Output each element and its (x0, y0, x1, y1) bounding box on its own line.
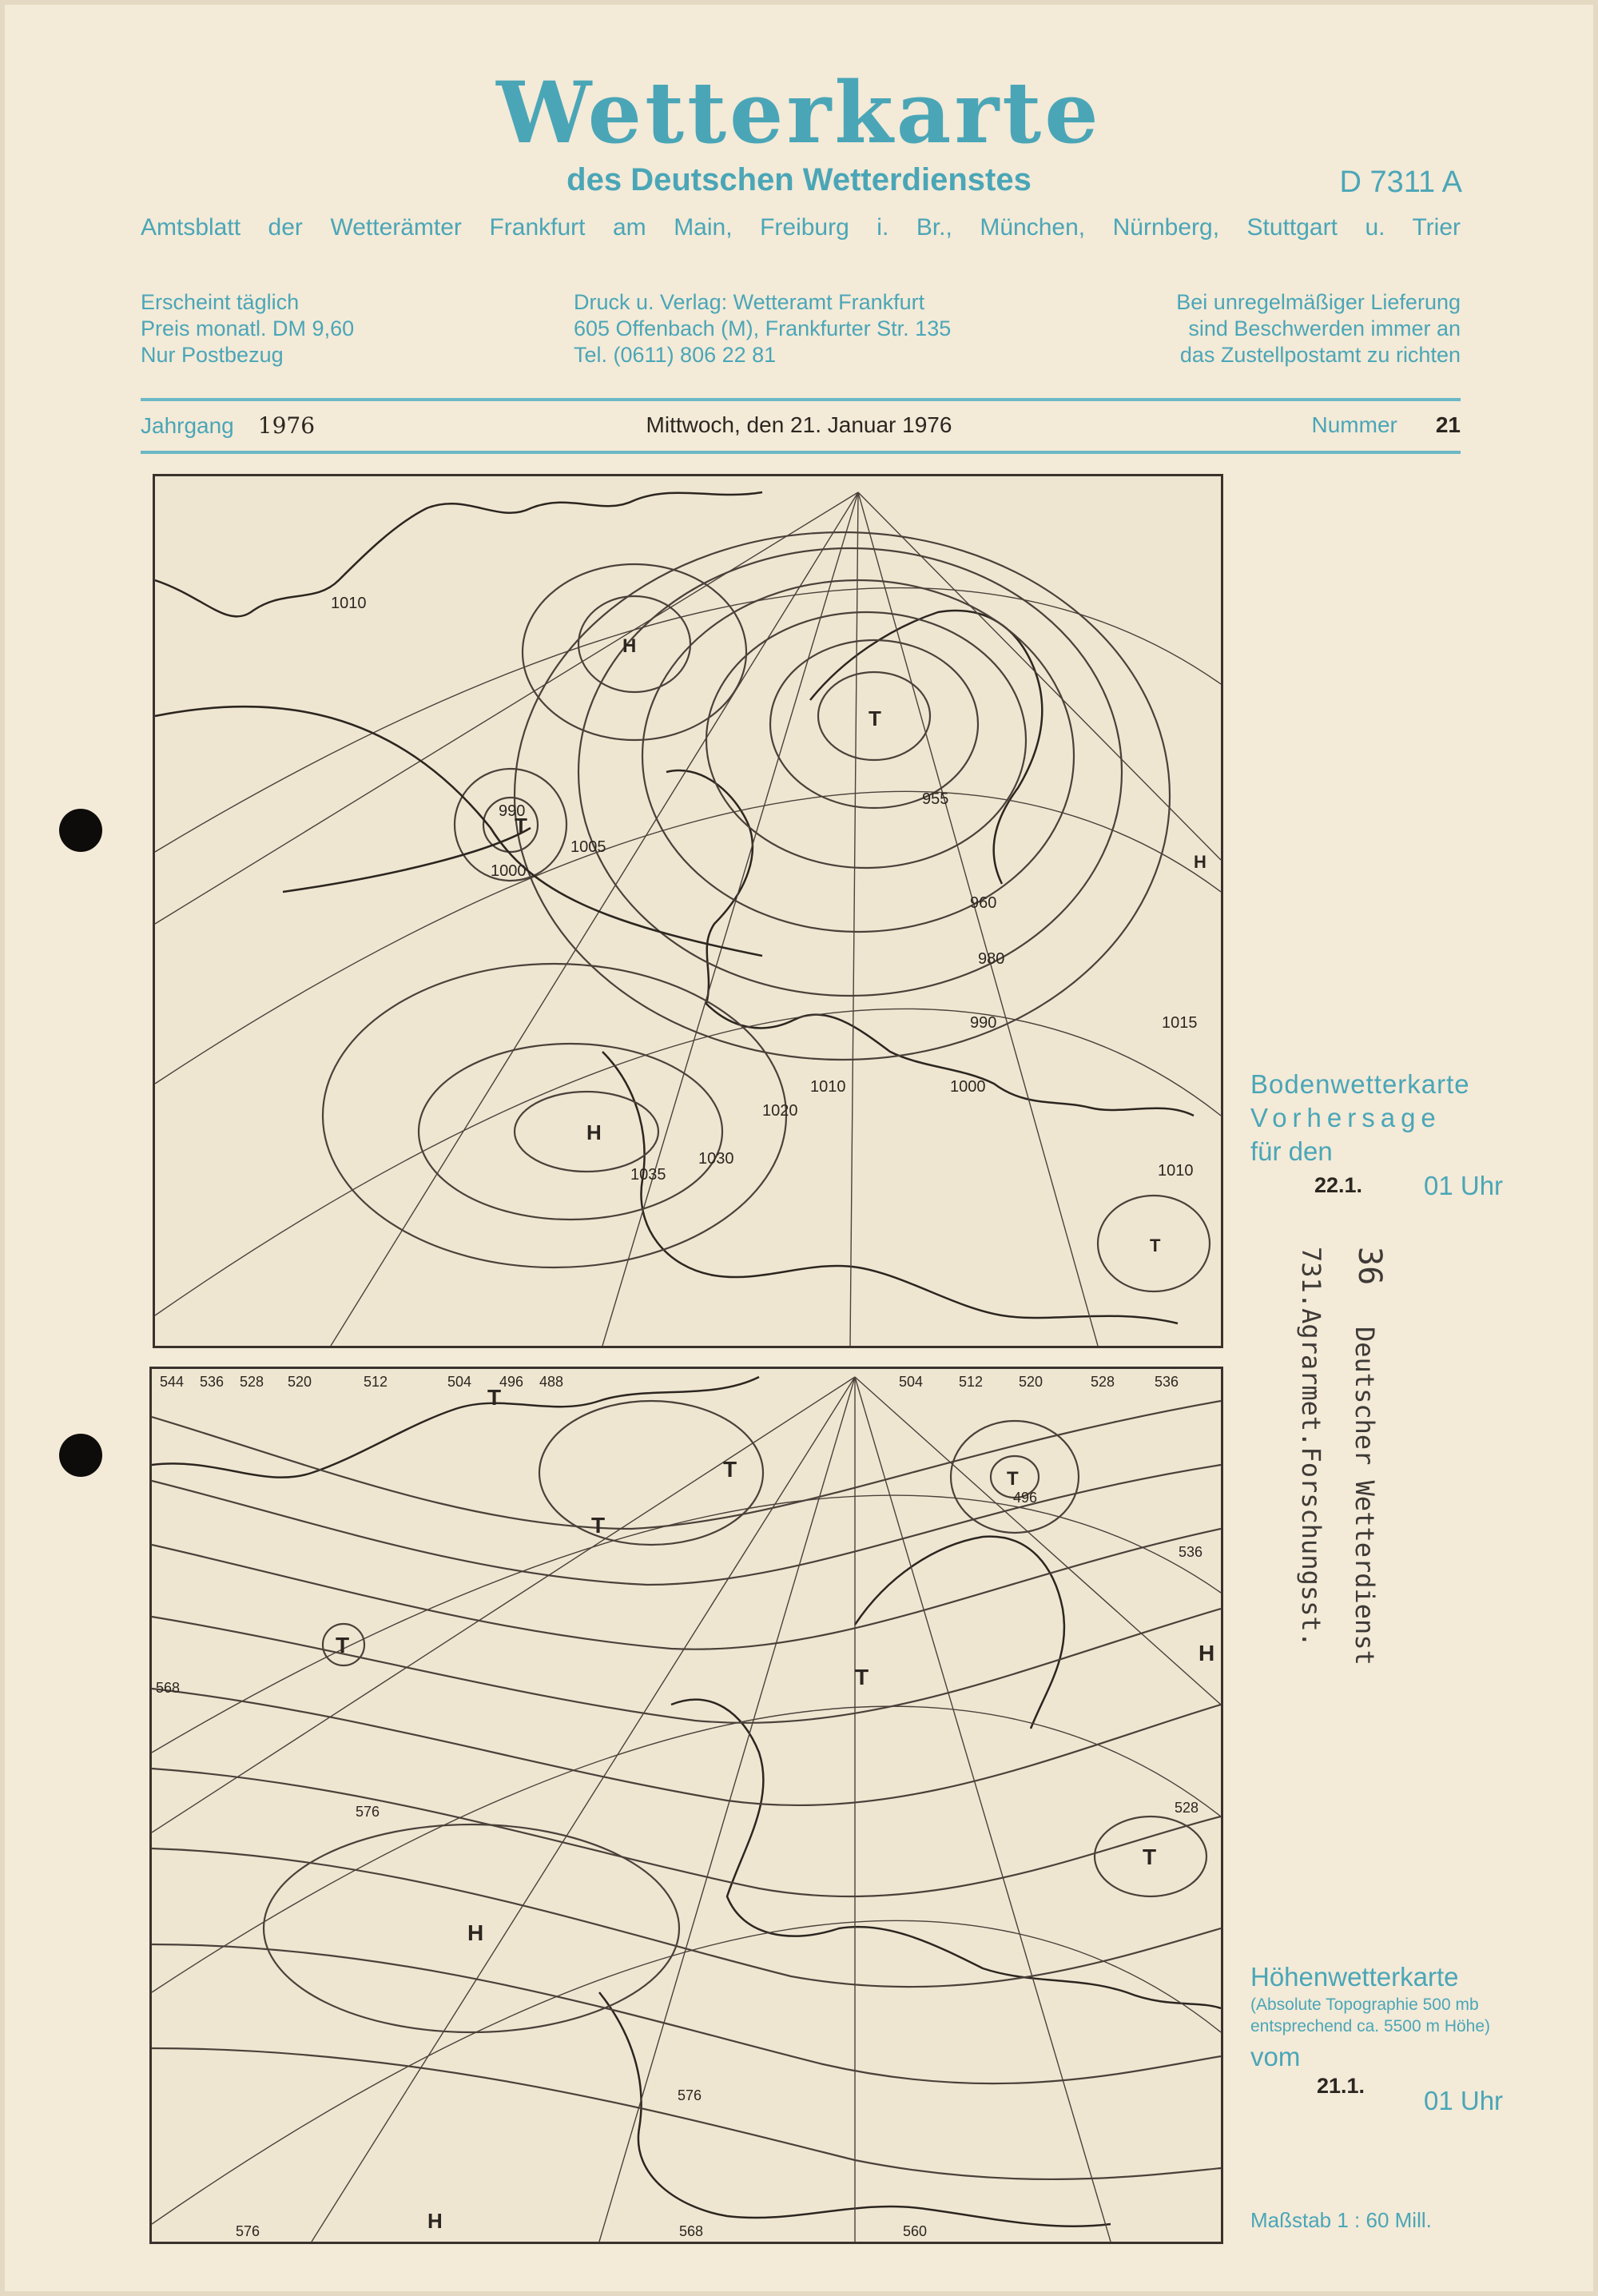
svg-text:496: 496 (1013, 1490, 1038, 1506)
publication-code: D 7311 A (1339, 165, 1462, 199)
svg-text:504: 504 (899, 1374, 924, 1390)
svg-text:528: 528 (240, 1374, 264, 1390)
isobar-label: 1015 (1162, 1014, 1198, 1032)
low-symbol: T (591, 1513, 606, 1538)
high-symbol: H (1198, 1641, 1215, 1665)
coastline (671, 1700, 1221, 2008)
svg-text:536: 536 (200, 1374, 225, 1390)
upper-map-note: (Absolute Topographie 500 mb (1250, 1996, 1479, 2014)
svg-text:528: 528 (1175, 1800, 1199, 1816)
isobar-label: 1030 (698, 1150, 734, 1168)
svg-text:560: 560 (903, 2223, 928, 2239)
info-line: 605 Offenbach (M), Frankfurter Str. 135 (574, 316, 952, 340)
isobar-label: 960 (970, 894, 997, 912)
svg-text:576: 576 (678, 2087, 702, 2103)
svg-text:568: 568 (156, 1680, 181, 1696)
upper-air-map (149, 1367, 1223, 2244)
isobar-label: 1000 (950, 1078, 986, 1096)
svg-text:520: 520 (288, 1374, 312, 1390)
divider-bottom (141, 451, 1461, 454)
upper-map-drawing (152, 1369, 1221, 2242)
punch-hole (59, 1434, 102, 1477)
svg-text:536: 536 (1179, 1544, 1203, 1560)
jahrgang-value: 1976 (257, 412, 316, 439)
upper-map-title: Höhenwetterkarte (1250, 1962, 1459, 1992)
height-labels-top (160, 1374, 1179, 1390)
high-symbol: H (467, 1920, 484, 1945)
low-symbol: T (1143, 1844, 1157, 1869)
svg-text:512: 512 (364, 1374, 388, 1390)
masthead-subtitle: des Deutschen Wetterdienstes (566, 162, 1032, 197)
high-symbol: H (1194, 852, 1206, 872)
low-symbol: T (855, 1665, 869, 1689)
subscription-info (141, 289, 354, 368)
svg-text:512: 512 (959, 1374, 984, 1390)
coastline (152, 1377, 759, 1478)
isobar-label: 1000 (491, 862, 527, 880)
low-symbol: T (1150, 1236, 1161, 1255)
surface-weather-map (153, 474, 1223, 1348)
pressure-label: 990 (499, 802, 526, 820)
surface-map-for-the: für den (1250, 1136, 1333, 1166)
contour-labels (156, 1490, 1202, 2239)
upper-map-from: vom (1250, 2042, 1301, 2071)
low-symbol: T (1007, 1468, 1019, 1490)
map-scale: Maßstab 1 : 60 Mill. (1250, 2208, 1432, 2232)
low-symbol: T (723, 1457, 737, 1482)
pressure-label: 1035 (630, 1166, 666, 1184)
low-symbol: T (487, 1385, 502, 1410)
isobar-label: 1010 (810, 1078, 846, 1096)
info-line: sind Beschwerden immer an (1188, 316, 1461, 340)
issue-date: Mittwoch, den 21. Januar 1976 (646, 412, 952, 437)
isobar-label: 990 (970, 1014, 997, 1032)
svg-text:528: 528 (1091, 1374, 1115, 1390)
divider-top (141, 398, 1461, 401)
stamp-line: 731.Agrarmet.Forschungsst. (1296, 1247, 1326, 1647)
surface-map-time: 01 Uhr (1424, 1171, 1504, 1200)
info-line: Preis monatl. DM 9,60 (141, 316, 355, 340)
svg-text:576: 576 (356, 1804, 380, 1820)
jahrgang-label: Jahrgang (141, 413, 234, 438)
stamp-number: 36 (1351, 1247, 1388, 1286)
high-symbol: H (622, 635, 637, 657)
isobar-label: 980 (978, 950, 1005, 968)
nummer-value: 21 (1435, 412, 1461, 437)
library-stamp (1218, 1247, 1394, 1665)
delivery-complaint-info (1176, 289, 1461, 368)
isobar-label: 1020 (762, 1102, 798, 1120)
low-symbol: T (869, 706, 881, 730)
stamp-line: Deutscher Wetterdienst (1350, 1327, 1380, 1665)
low-symbol: T (515, 814, 527, 838)
coastline (155, 492, 762, 616)
masthead-title: Wetterkarte (496, 62, 1102, 162)
coastline (855, 1537, 1064, 1729)
high-symbol: H (427, 2209, 443, 2233)
isobar-label: 1010 (1158, 1162, 1194, 1180)
svg-text:544: 544 (160, 1374, 185, 1390)
low-symbol: T (336, 1633, 350, 1657)
info-line: Druck u. Verlag: Wetteramt Frankfurt (574, 290, 925, 314)
upper-map-date: 21.1. (1317, 2074, 1365, 2098)
surface-map-date: 22.1. (1314, 1173, 1363, 1197)
info-line: Erscheint täglich (141, 290, 300, 314)
isobar-label: 1005 (570, 838, 606, 856)
official-gazette-line: Amtsblatt der Wetterämter Frankfurt am Main, Freiburg i. Br., München, Nürnberg, Stuttgart u. Trier (141, 214, 1461, 241)
surface-map-forecast: Vorhersage (1250, 1103, 1441, 1132)
svg-text:568: 568 (679, 2223, 704, 2239)
upper-map-time: 01 Uhr (1424, 2086, 1504, 2115)
surface-map-drawing (155, 476, 1221, 1346)
svg-text:496: 496 (499, 1374, 524, 1390)
info-line: Tel. (0611) 806 22 81 (574, 343, 777, 367)
svg-text:536: 536 (1155, 1374, 1179, 1390)
info-line: das Zustellpostamt zu richten (1179, 343, 1461, 367)
svg-text:576: 576 (236, 2223, 260, 2239)
nummer-label: Nummer (1311, 412, 1397, 437)
info-line: Bei unregelmäßiger Lieferung (1176, 290, 1461, 314)
svg-text:520: 520 (1019, 1374, 1043, 1390)
punch-hole (59, 809, 102, 852)
publisher-info (574, 289, 951, 368)
upper-map-note: entsprechend ca. 5500 m Höhe) (1250, 2017, 1491, 2035)
info-line: Nur Postbezug (141, 343, 284, 367)
issue-number (1312, 412, 1461, 438)
high-symbol: H (586, 1120, 602, 1144)
pressure-label: 955 (922, 790, 949, 808)
svg-text:504: 504 (447, 1374, 472, 1390)
svg-text:488: 488 (539, 1374, 564, 1390)
surface-map-title: Bodenwetterkarte (1250, 1069, 1470, 1099)
isobar-label: 1010 (331, 595, 367, 612)
